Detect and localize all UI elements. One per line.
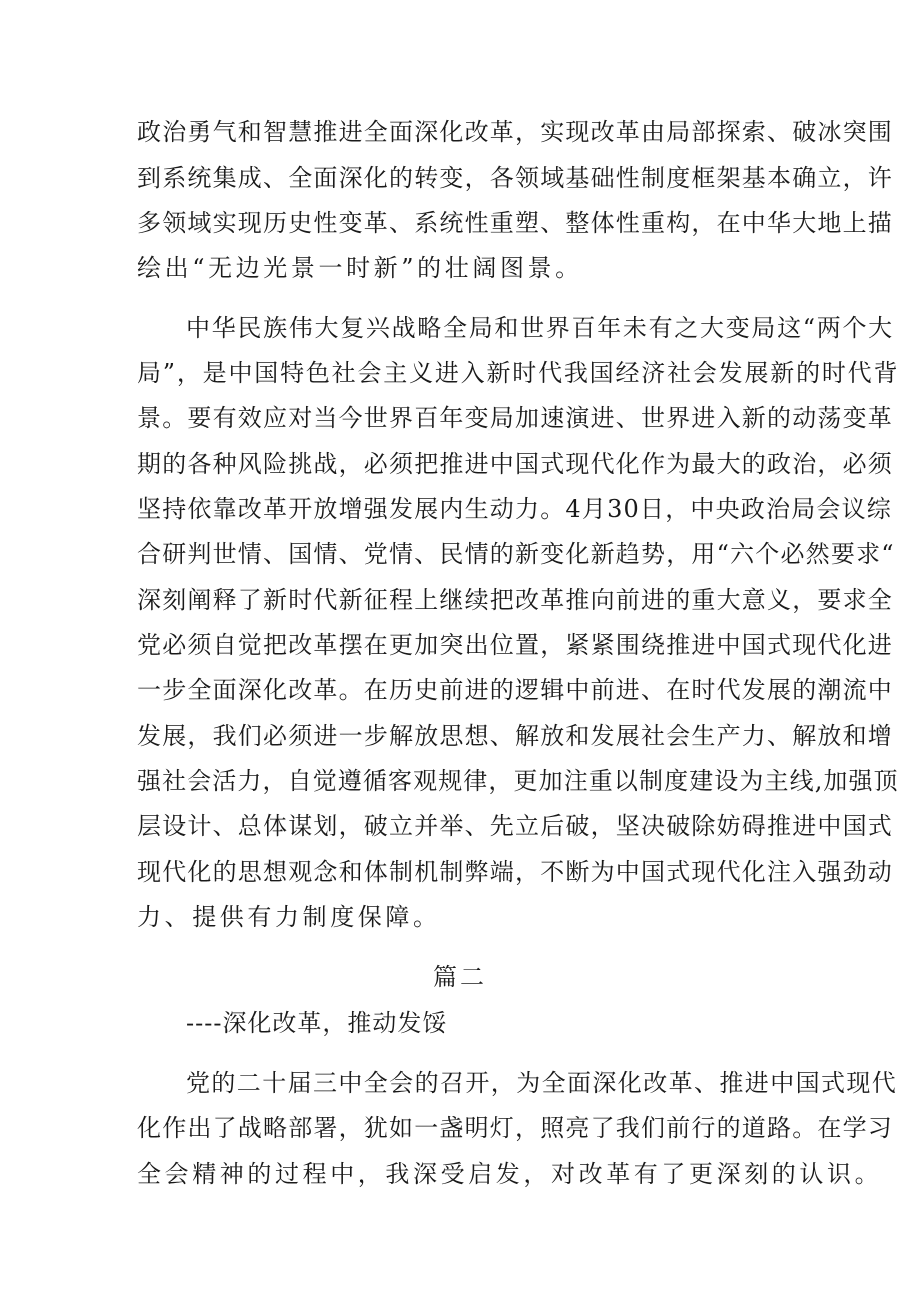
paragraph-line: 发展，我们必须进一步解放思想、解放和发展社会生产力、解放和增 [137, 722, 893, 750]
section-title: 篇二 [433, 963, 487, 991]
paragraph-line: 化作出了战略部署，犹如一盏明灯，照亮了我们前行的道路。在学习 [137, 1114, 893, 1142]
paragraph-line: 期的各种风险挑战，必须把推进中国式现代化作为最大的政治，必须 [137, 450, 893, 478]
paragraph-line: 党必须自觉把改革摆在更加突出位置，紧紧围绕推进中国式现代化进 [137, 631, 893, 659]
paragraph-line: 一步全面深化改革。在历史前进的逻辑中前进、在时代发展的潮流中 [137, 676, 893, 704]
paragraph-line: 绘出“无边光景一时新”的壮阔图景。 [137, 254, 583, 282]
paragraph-line: 景。要有效应对当今世界百年变局加速演进、世界进入新的动荡变革 [137, 404, 893, 432]
paragraph-line: 局”，是中国特色社会主义进入新时代我国经济社会发展新的时代背 [137, 359, 900, 387]
paragraph-line: 党的二十届三中全会的召开，为全面深化改革、推进中国式现代 [186, 1069, 898, 1097]
section-subtitle: ----深化改革，推动发馁 [186, 1009, 448, 1037]
paragraph-line: 坚持依靠改革开放增强发展内生动力。4月30日，中央政治局会议综 [137, 495, 893, 523]
paragraph-line: 政治勇气和智慧推进全面深化改革，实现改革由局部探索、破冰突围 [137, 118, 893, 146]
paragraph-line: 强社会活力，自觉遵循客观规律，更加注重以制度建设为主线,加强顶 [137, 767, 899, 795]
paragraph-line: 多领域实现历史性变革、系统性重塑、整体性重构，在中华大地上描 [137, 209, 893, 237]
paragraph-line: 合研判世情、国情、党情、民情的新变化新趋势，用“六个必然要求“ [137, 540, 895, 568]
paragraph-line: 全会精神的过程中，我深受启发，对改革有了更深刻的认识。 [137, 1160, 883, 1188]
paragraph-line: 深刻阐释了新时代新征程上继续把改革推向前进的重大意义，要求全 [137, 586, 893, 614]
paragraph-line: 现代化的思想观念和体制机制弊端，不断为中国式现代化注入强劲动 [137, 858, 893, 886]
paragraph-line: 力、提供有力制度保障。 [137, 903, 441, 931]
paragraph-line: 层设计、总体谋划，破立并举、先立后破，坚决破除妨碍推进中国式 [137, 812, 893, 840]
paragraph-line: 中华民族伟大复兴战略全局和世界百年未有之大变局这“两个大 [186, 314, 894, 342]
paragraph-line: 到系统集成、全面深化的转变，各领域基础性制度框架基本确立，许 [137, 164, 893, 192]
